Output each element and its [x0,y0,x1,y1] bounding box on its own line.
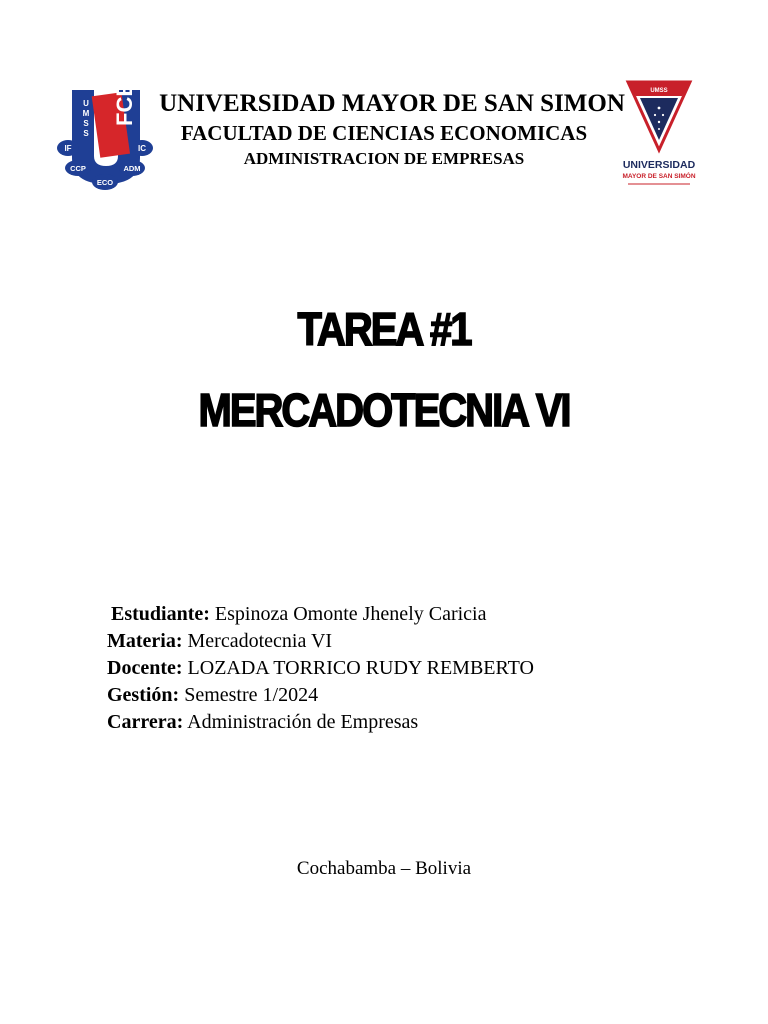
info-label: Carrera: [107,711,184,733]
svg-text:CCP: CCP [70,164,86,173]
info-label: Materia: [107,630,183,652]
location-footer: Cochabamba – Bolivia [296,858,472,879]
info-value: Semestre 1/2024 [184,684,319,706]
info-label: Gestión: [107,684,180,706]
course-title: MERCADOTECNIA VI [198,385,570,437]
umss-vertical-u: U [83,99,89,108]
info-value: LOZADA TORRICO RUDY REMBERTO [187,657,534,679]
umss-name-line2: MAYOR DE SAN SIMÓN [622,173,696,180]
career-name: ADMINISTRACION DE EMPRESAS [243,149,525,168]
fce-letters: FCE [112,86,137,126]
info-row-subject [107,630,332,653]
svg-text:IF: IF [64,144,72,153]
umss-top-text: UMSS [650,88,668,94]
svg-text:ECO: ECO [96,178,114,187]
info-row-teacher [107,657,534,680]
umss-logo [610,78,708,196]
svg-text:ADM: ADM [123,164,141,173]
info-row-student [111,603,487,626]
info-label: Estudiante: [111,603,210,625]
info-row-term [107,684,318,707]
svg-text:IC: IC [138,144,146,153]
info-value: Mercadotecnia VI [187,630,333,652]
info-value: Espinoza Omonte Jhenely Caricia [214,603,487,625]
umss-name-line1: UNIVERSIDAD [622,159,696,171]
umss-vertical-m: M [82,109,90,118]
info-row-career [107,711,418,734]
faculty-name: FACULTAD DE CIENCIAS ECONOMICAS [180,121,588,145]
info-value: Administración de Empresas [187,711,419,733]
university-name: UNIVERSIDAD MAYOR DE SAN SIMON [159,90,625,117]
umss-vertical-s2: S [83,129,89,138]
umss-vertical-s1: S [83,119,89,128]
badge-eco [92,174,118,190]
assignment-title: TAREA #1 [297,304,471,356]
info-label: Docente: [107,657,183,679]
